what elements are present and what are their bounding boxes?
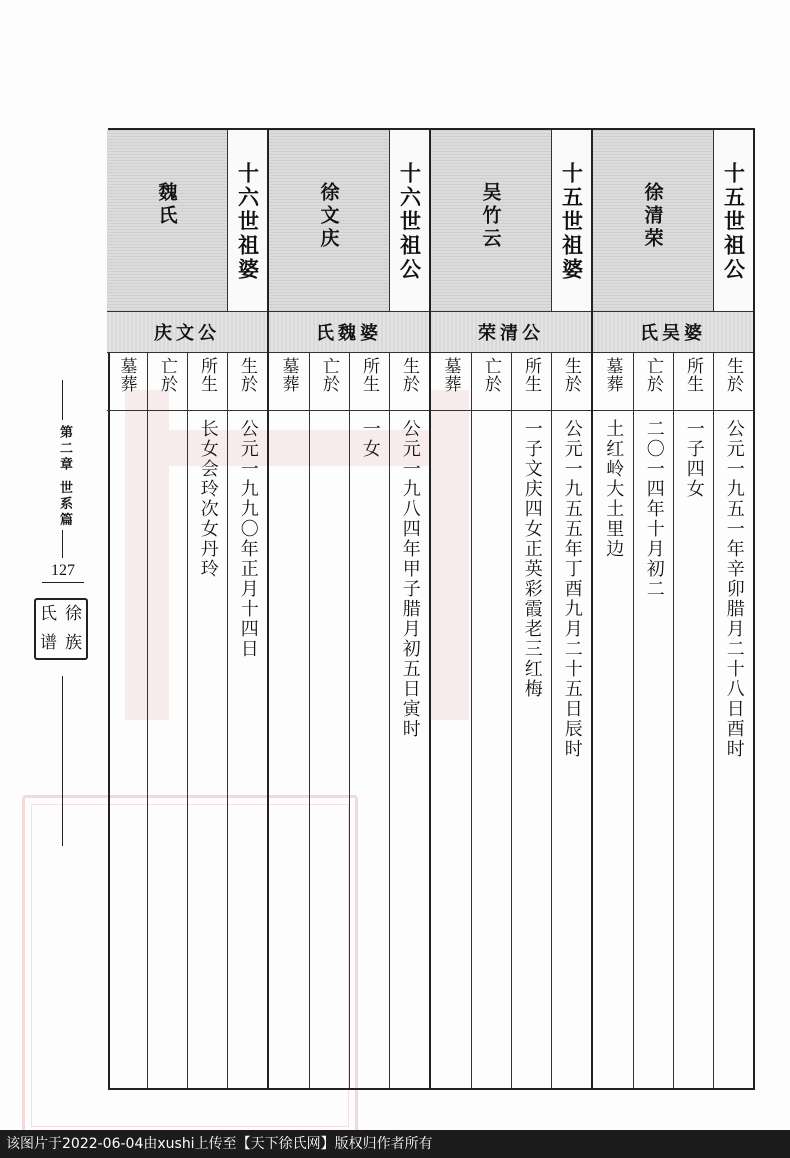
children-value: 一女 — [359, 419, 381, 459]
generation-title: 十六世祖公 — [397, 162, 422, 282]
buried-label: 墓葬 — [278, 357, 299, 393]
died-label: 亡於 — [643, 357, 663, 393]
died-label: 亡於 — [319, 357, 339, 393]
buried-value: 土红岭大土里边 — [603, 419, 625, 559]
spouse-header: 氏吴婆 — [593, 312, 753, 353]
born-label: 生於 — [399, 357, 419, 393]
record-group — [591, 130, 753, 1088]
born-value: 公元一九八四年甲子腊月初五日寅时 — [399, 419, 421, 739]
died-label: 亡於 — [157, 357, 177, 393]
buried-label: 墓葬 — [116, 357, 137, 393]
logo-char: 氏 — [40, 604, 57, 624]
person-name: 魏氏 — [155, 182, 178, 228]
children-label: 所生 — [521, 357, 541, 393]
children-value: 长女会玲次女丹玲 — [197, 419, 219, 579]
margin-rule-top — [62, 380, 63, 420]
born-value: 公元一九五五年丁酉九月二十五日辰时 — [561, 419, 583, 759]
born-label: 生於 — [561, 357, 581, 393]
person-name: 吴竹云 — [479, 182, 502, 251]
record-group — [429, 130, 591, 1088]
died-value: 二〇一四年十月初二 — [643, 419, 665, 599]
children-value: 一子四女 — [683, 419, 705, 499]
genealogy-table — [108, 128, 755, 1090]
children-label: 所生 — [683, 357, 703, 393]
spouse-header: 庆文公 — [107, 312, 267, 353]
children-label: 所生 — [197, 357, 217, 393]
clan-logo-stamp — [34, 598, 88, 660]
margin-rule-mid — [62, 530, 63, 558]
spouse-header: 氏魏婆 — [269, 312, 429, 353]
upload-footer-banner: 该图片于2022-06-04由xushi上传至【天下徐氏网】版权归作者所有 — [0, 1130, 790, 1158]
margin-rule-bottom — [62, 676, 63, 846]
record-group — [267, 130, 429, 1088]
logo-char: 徐 — [65, 604, 82, 624]
generation-title: 十五世祖婆 — [559, 162, 584, 282]
children-value: 一子文庆四女正英彩霞老三红梅 — [521, 419, 543, 699]
generation-title: 十六世祖婆 — [235, 162, 260, 282]
born-value: 公元一九九〇年正月十四日 — [237, 419, 259, 659]
generation-title: 十五世祖公 — [721, 162, 746, 282]
logo-char: 谱 — [40, 633, 57, 653]
buried-label: 墓葬 — [440, 357, 461, 393]
born-label: 生於 — [723, 357, 743, 393]
page-number: 127 — [51, 562, 75, 579]
died-label: 亡於 — [481, 357, 501, 393]
children-label: 所生 — [359, 357, 379, 393]
chapter-label: 第二章 世系篇 — [57, 425, 72, 529]
person-name: 徐清荣 — [641, 182, 664, 251]
buried-label: 墓葬 — [602, 357, 623, 393]
record-group — [107, 130, 267, 1088]
logo-char: 族 — [65, 633, 82, 653]
spouse-header: 荣清公 — [431, 312, 591, 353]
born-value: 公元一九五一年辛卯腊月二十八日酉时 — [723, 419, 745, 759]
person-name: 徐文庆 — [317, 182, 340, 251]
born-label: 生於 — [237, 357, 257, 393]
page-number-rule — [42, 582, 84, 583]
